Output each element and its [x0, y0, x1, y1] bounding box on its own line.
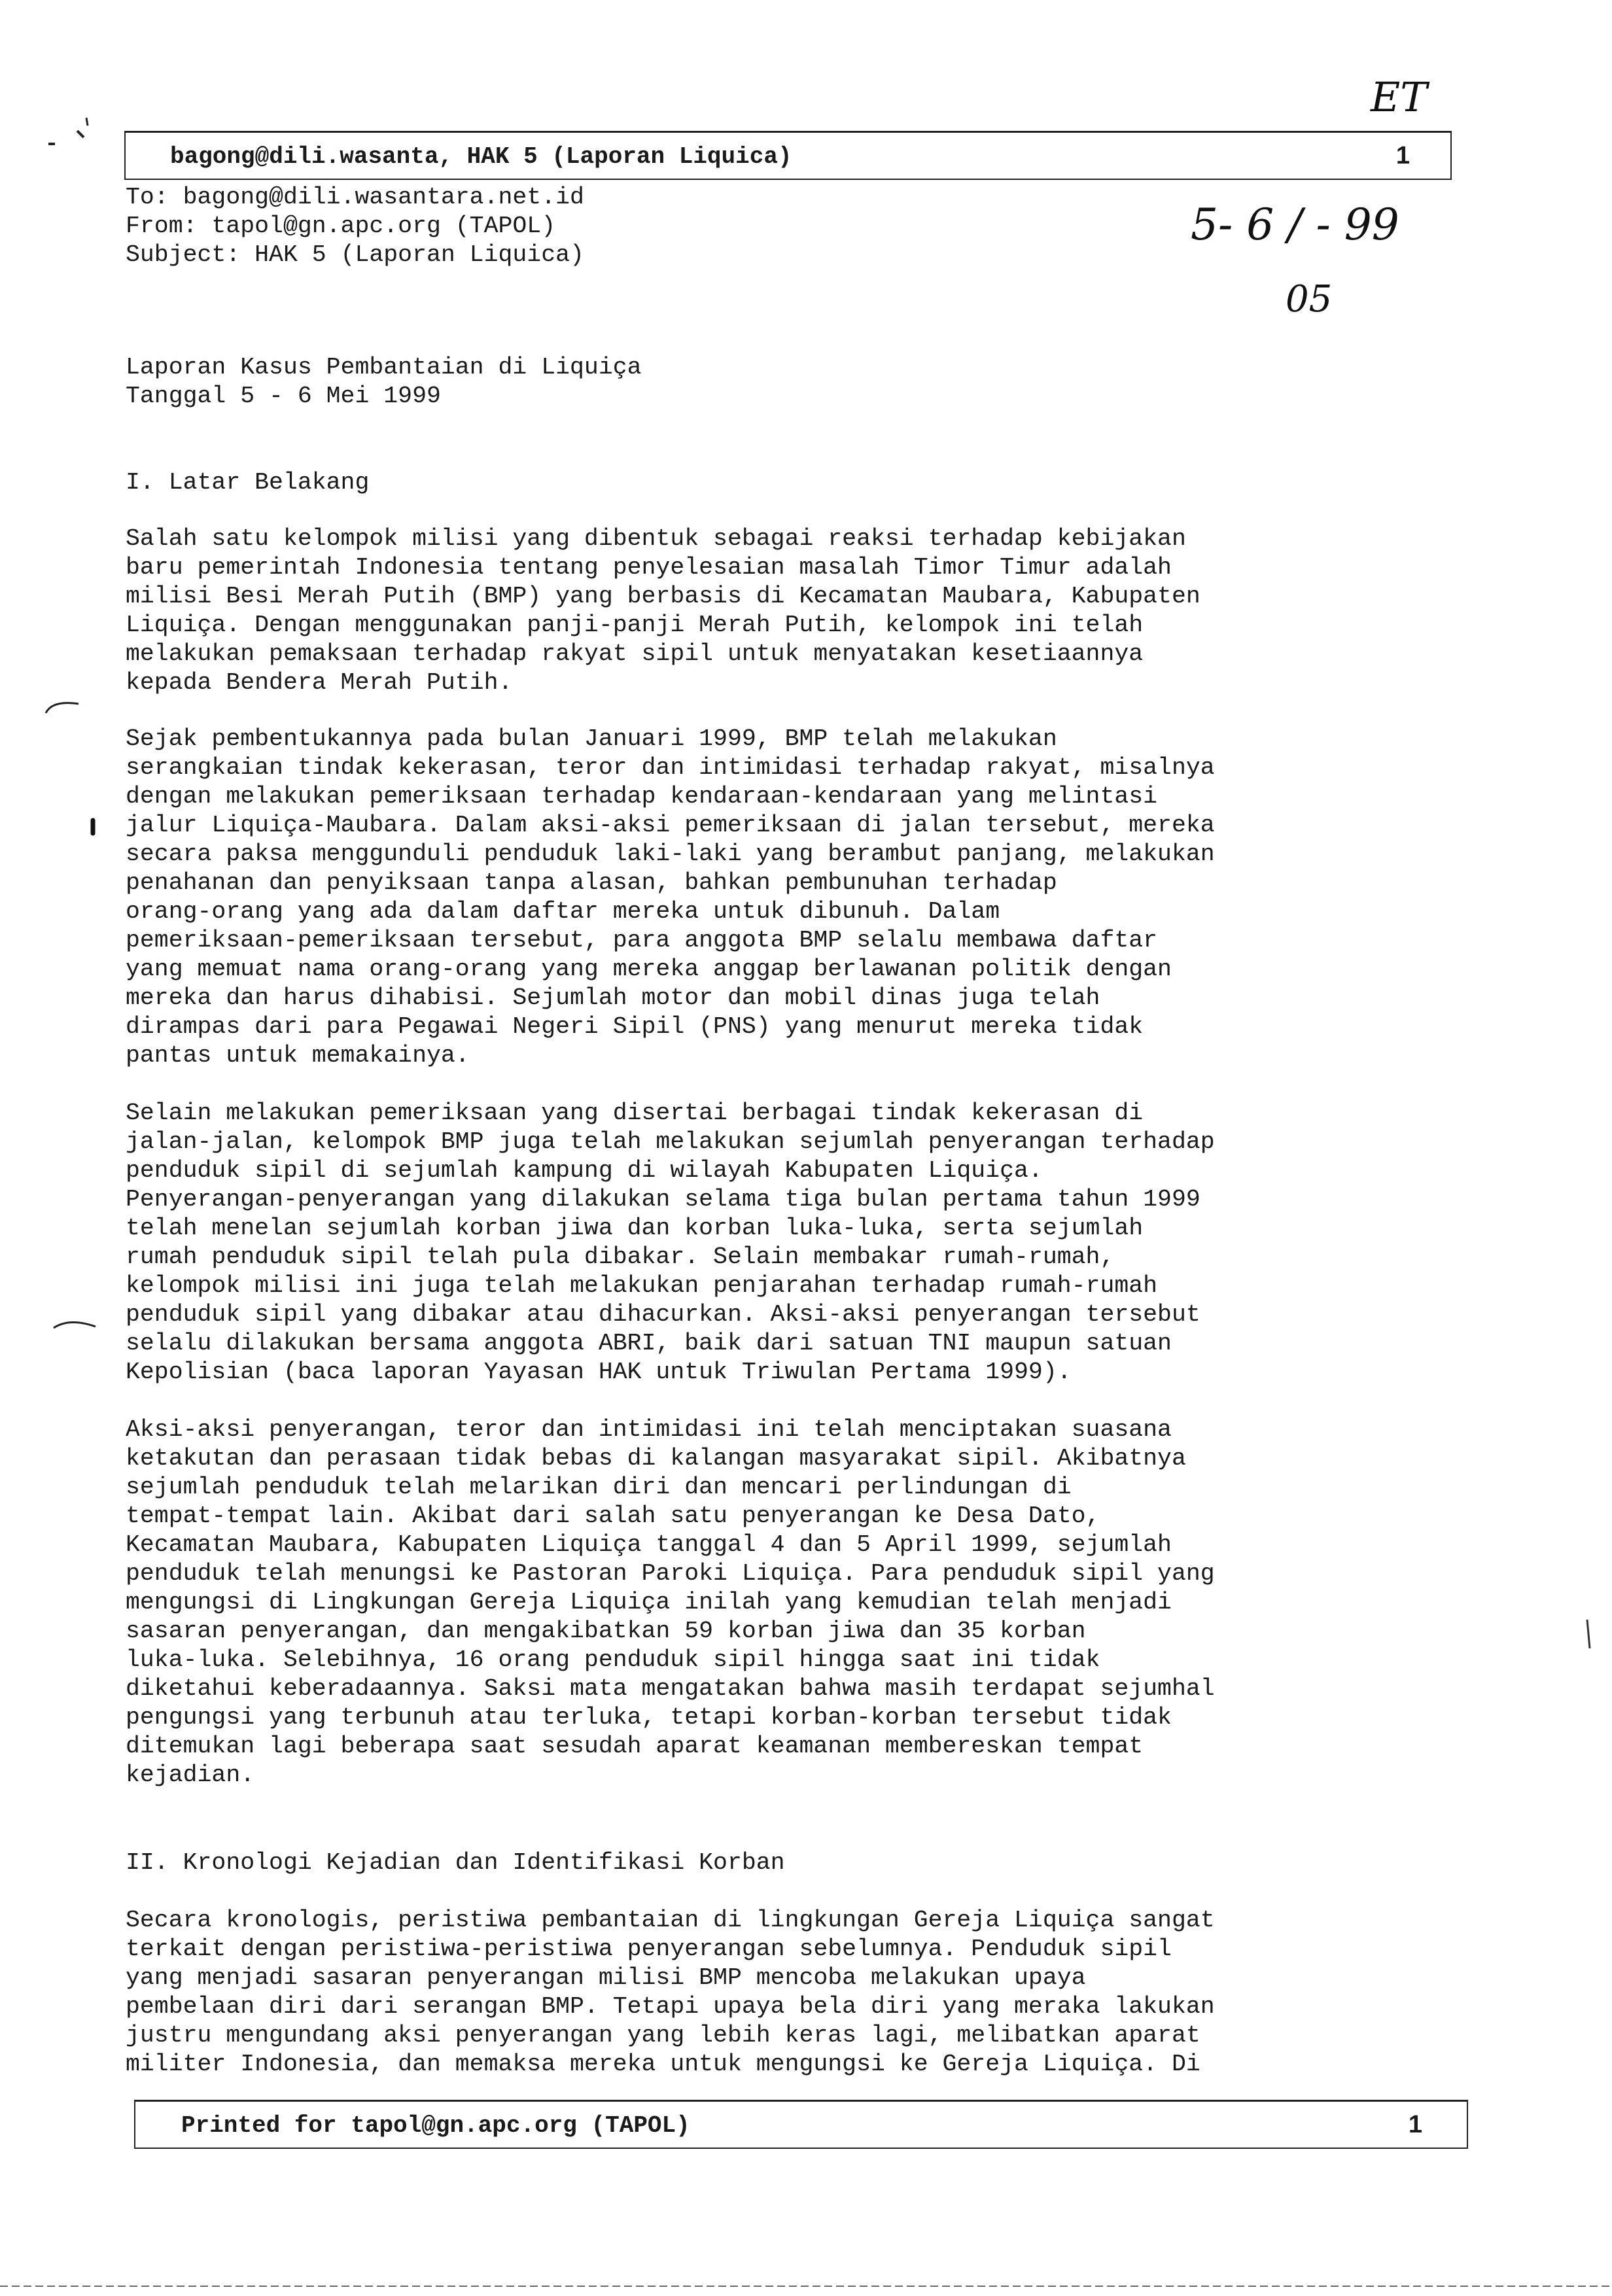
text-line: Liquiça. Dengan menggunakan panji-panji Merah Putih, kelompok ini telah: [126, 612, 1144, 638]
text-line: dirampas dari para Pegawai Negeri Sipil (PNS) yang menurut mereka tidak: [126, 1013, 1144, 1040]
text-line: Secara kronologis, peristiwa pembantaian di lingkungan Gereja Liquiça sangat: [126, 1907, 1215, 1934]
text-line: yang memuat nama orang-orang yang mereka anggap berlawanan politik dengan: [126, 956, 1172, 983]
report-date-line: Tanggal 5 - 6 Mei 1999: [126, 383, 441, 409]
handwritten-date: 5- 6 / - 99: [1191, 200, 1399, 250]
text-line: ditemukan lagi beberapa saat sesudah aparat keamanan membereskan tempat: [126, 1733, 1144, 1760]
text-line: pengungsi yang terbunuh atau terluka, tetapi korban-korban tersebut tidak: [126, 1704, 1172, 1731]
text-line: melakukan pemaksaan terhadap rakyat sipil untuk menyatakan kesetiaannya: [126, 640, 1144, 667]
report-title-line: Laporan Kasus Pembantaian di Liquiça: [126, 354, 642, 381]
handwritten-code: ET: [1371, 73, 1428, 121]
text-line: diketahui keberadaannya. Saksi mata mengatakan bahwa masih terdapat sejumhal: [126, 1675, 1215, 1702]
text-line: dengan melakukan pemeriksaan terhadap kendaraan-kendaraan yang melintasi: [126, 783, 1158, 810]
section-heading: II. Kronologi Kejadian dan Identifikasi Korban: [126, 1849, 785, 1876]
text-line: tempat-tempat lain. Akibat dari salah satu penyerangan ke Desa Dato,: [126, 1503, 1100, 1529]
text-line: sejumlah penduduk telah melarikan diri dan mencari perlindungan di: [126, 1474, 1072, 1501]
text-line: mereka dan harus dihabisi. Sejumlah motor dan mobil dinas juga telah: [126, 984, 1100, 1011]
email-from: From: tapol@gn.apc.org (TAPOL): [126, 213, 556, 239]
text-line: serangkaian tindak kekerasan, teror dan intimidasi terhadap rakyat, misalnya: [126, 754, 1215, 781]
section-heading: I. Latar Belakang: [126, 469, 370, 496]
text-line: kejadian.: [126, 1762, 255, 1788]
text-line: selalu dilakukan bersama anggota ABRI, baik dari satuan TNI maupun satuan: [126, 1330, 1172, 1357]
text-line: yang menjadi sasaran penyerangan milisi BMP mencoba melakukan upaya: [126, 1964, 1086, 1991]
text-line: sasaran penyerangan, dan mengakibatkan 59 korban jiwa dan 35 korban: [126, 1618, 1086, 1644]
text-line: Selain melakukan pemeriksaan yang disertai berbagai tindak kekerasan di: [126, 1100, 1144, 1126]
text-line: jalan-jalan, kelompok BMP juga telah melakukan sejumlah penyerangan terhadap: [126, 1128, 1215, 1155]
text-line: ketakutan dan perasaan tidak bebas di kalangan masyarakat sipil. Akibatnya: [126, 1445, 1186, 1472]
text-line: kelompok milisi ini juga telah melakukan penjarahan terhadap rumah-rumah: [126, 1272, 1158, 1299]
text-line: Kepolisian (baca laporan Yayasan HAK untuk Triwulan Pertama 1999).: [126, 1359, 1072, 1385]
text-line: penduduk telah menungsi ke Pastoran Paroki Liquiça. Para penduduk sipil yang: [126, 1560, 1215, 1587]
text-line: Sejak pembentukannya pada bulan Januari 1999, BMP telah melakukan: [126, 725, 1057, 752]
text-line: pantas untuk memakainya.: [126, 1042, 470, 1069]
header-title: bagong@dili.wasanta, HAK 5 (Laporan Liquica): [170, 143, 792, 170]
text-line: terkait dengan peristiwa-peristiwa penyerangan sebelumnya. Penduduk sipil: [126, 1936, 1172, 1962]
text-line: mengungsi di Lingkungan Gereja Liquiça inilah yang kemudian telah menjadi: [126, 1589, 1172, 1616]
text-line: penduduk sipil di sejumlah kampung di wilayah Kabupaten Liquiça.: [126, 1157, 1043, 1184]
text-line: justru mengundang aksi penyerangan yang lebih keras lagi, melibatkan aparat: [126, 2022, 1200, 2049]
bottom-scan-line: [0, 2283, 1612, 2289]
text-line: luka-luka. Selebihnya, 16 orang penduduk sipil hingga saat ini tidak: [126, 1646, 1100, 1673]
text-line: jalur Liquiça-Maubara. Dalam aksi-aksi pemeriksaan di jalan tersebut, mereka: [126, 812, 1215, 839]
text-line: Kecamatan Maubara, Kabupaten Liquiça tanggal 4 dan 5 April 1999, sejumlah: [126, 1531, 1172, 1558]
margin-dot-mark: [46, 137, 59, 150]
handwritten-number: 05: [1286, 278, 1333, 321]
footer-page-number: 1: [1408, 2111, 1422, 2138]
text-line: Penyerangan-penyerangan yang dilakukan selama tiga bulan pertama tahun 1999: [126, 1186, 1200, 1213]
text-line: orang-orang yang ada dalam daftar mereka untuk dibunuh. Dalam: [126, 898, 1000, 925]
text-line: Salah satu kelompok milisi yang dibentuk sebagai reaksi terhadap kebijakan: [126, 525, 1186, 552]
text-line: militer Indonesia, dan memaksa mereka untuk mengungsi ke Gereja Liquiça. Di: [126, 2051, 1200, 2078]
text-line: Aksi-aksi penyerangan, teror dan intimidasi ini telah menciptakan suasana: [126, 1416, 1172, 1443]
print-footer-bar: [134, 2100, 1468, 2149]
header-page-number: 1: [1395, 142, 1410, 169]
text-line: telah menelan sejumlah korban jiwa dan korban luka-luka, serta sejumlah: [126, 1215, 1144, 1242]
margin-bullet-mark: [86, 818, 99, 837]
margin-curve-mark: [39, 693, 85, 720]
text-line: milisi Besi Merah Putih (BMP) yang berbasis di Kecamatan Maubara, Kabupaten: [126, 583, 1200, 610]
right-edge-tick-mark: [1583, 1616, 1596, 1655]
text-line: rumah penduduk sipil telah pula dibakar. Selain membakar rumah-rumah,: [126, 1244, 1115, 1270]
text-line: pembelaan diri dari serangan BMP. Tetapi upaya bela diri yang meraka lakukan: [126, 1993, 1215, 2020]
text-line: penahanan dan penyiksaan tanpa alasan, bahkan pembunuhan terhadap: [126, 869, 1057, 896]
text-line: kepada Bendera Merah Putih.: [126, 669, 513, 696]
footer-title: Printed for tapol@gn.apc.org (TAPOL): [181, 2112, 690, 2139]
margin-tick-mark: [59, 65, 98, 150]
text-line: baru pemerintah Indonesia tentang penyelesaian masalah Timor Timur adalah: [126, 554, 1172, 581]
email-header-bar: [124, 131, 1452, 180]
margin-dash-mark: [50, 1315, 102, 1334]
text-line: penduduk sipil yang dibakar atau dihacurkan. Aksi-aksi penyerangan tersebut: [126, 1301, 1200, 1328]
email-subject: Subject: HAK 5 (Laporan Liquica): [126, 241, 584, 268]
text-line: pemeriksaan-pemeriksaan tersebut, para anggota BMP selalu membawa daftar: [126, 927, 1158, 954]
text-line: secara paksa menggunduli penduduk laki-laki yang berambut panjang, melakukan: [126, 841, 1215, 867]
email-to: To: bagong@dili.wasantara.net.id: [126, 184, 584, 211]
